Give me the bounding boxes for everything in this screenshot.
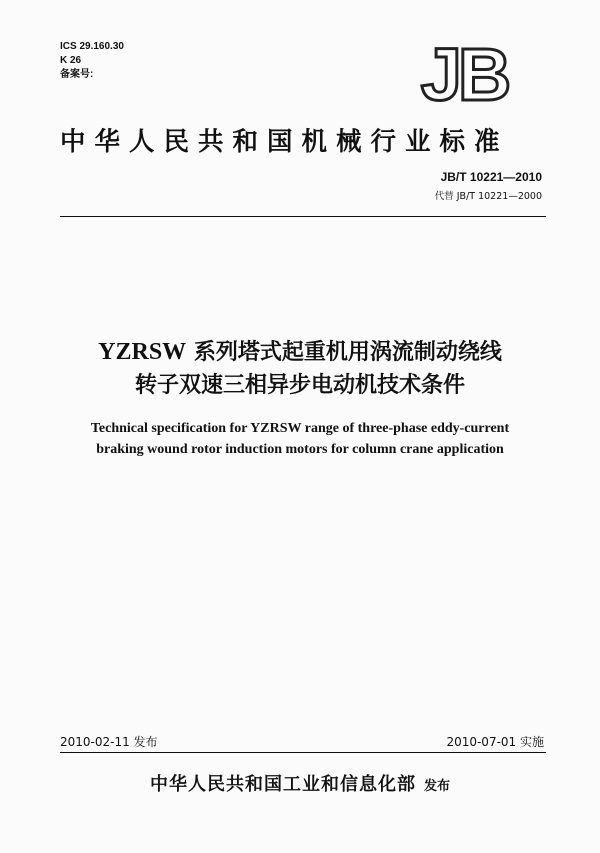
ics-number: ICS 29.160.30 [60, 41, 124, 52]
chinese-title-line-2: 转子双速三相异步电动机技术条件 [134, 373, 465, 398]
footer-divider [60, 752, 546, 753]
standard-code: JB/T 10221—2010 [440, 170, 542, 184]
publisher-line [0, 770, 600, 796]
publisher-name: 中华人民共和国工业和信息化部 [149, 774, 416, 795]
classification-block [60, 40, 124, 82]
publisher-suffix: 发布 [423, 779, 450, 794]
header-divider [60, 216, 546, 217]
chinese-title-rest: 系列塔式起重机用涡流制动绕线 [186, 340, 502, 365]
english-title-line-1: Technical specification for YZRSW range of three-phase eddy-current [90, 421, 510, 436]
chinese-title-line-1 [0, 335, 600, 366]
ccs-number: K 26 [60, 55, 82, 66]
record-number-label: 备案号: [60, 69, 94, 80]
standard-type-title: 中华人民共和国机械行业标准 [60, 127, 509, 157]
implementation-date: 2010-07-01 实施 [446, 735, 544, 749]
english-title-line-2: braking wound rotor induction motors for column crane application [96, 442, 504, 457]
svg-text:JB: JB [420, 38, 508, 108]
issue-date: 2010-02-11 发布 [60, 735, 158, 749]
chinese-title-latin-part: YZRSW [98, 339, 187, 365]
replaces-code: 代替 JB/T 10221—2000 [434, 191, 542, 202]
jb-logo-icon [408, 38, 520, 108]
